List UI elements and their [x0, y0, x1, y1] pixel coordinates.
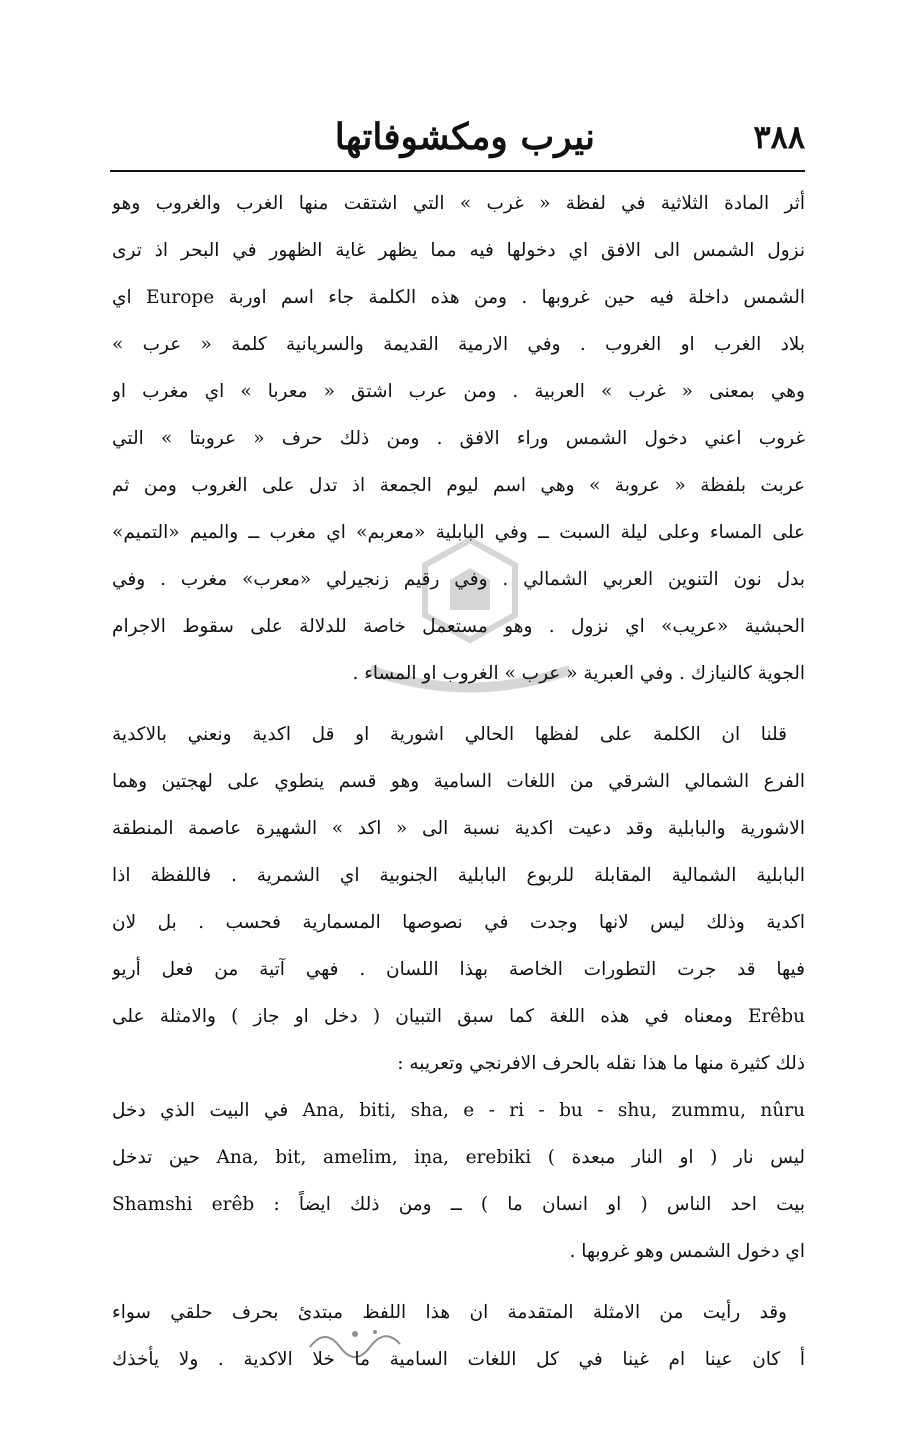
- header-rule: [110, 170, 805, 172]
- text-line: بيت احد الناس ( او انسان ما ) ــ ومن ذلك ايضاً : Shamshi erêb: [112, 1194, 805, 1215]
- page-number: ٣٨٨: [753, 118, 805, 156]
- stamp-mark: [300, 1322, 420, 1362]
- text-line: على المساء وعلى ليلة السبت ــ وفي البابلية «معربم» اي مغرب ــ والميم «التميم»: [112, 522, 805, 543]
- text-line: وقد رأيت من الامثلة المتقدمة ان هذا اللفظ مبتدئ بحرف حلقي سواء: [112, 1302, 787, 1323]
- page-header: [110, 112, 805, 168]
- text-line: الحبشية «عريب» اي نزول . وهو مستعمل خاصة للدلالة على سقوط الاجرام: [112, 616, 805, 637]
- paragraph-3: [112, 1289, 805, 1383]
- running-title: نيرب ومكشوفاتها: [334, 116, 595, 158]
- text-line: قلنا ان الكلمة على لفظها الحالي اشورية او قل اكدية ونعني بالاكدية: [112, 724, 787, 745]
- text-line: بلاد الغرب او الغروب . وفي الارمية القديمة والسريانية كلمة « عرب »: [112, 334, 805, 355]
- text-line: عربت بلفظة « عروبة » وهي اسم ليوم الجمعة اذ تدل على الغروب ومن ثم: [112, 475, 805, 496]
- text-line: الجوية كالنيازك . وفي العبرية « عرب » الغروب او المساء .: [352, 663, 805, 684]
- text-line: البابلية الشمالية المقابلة للربوع البابلية الجنوبية اي الشمرية . فاللفظة اذا: [112, 865, 805, 886]
- text-line: نزول الشمس الى الافق اي دخولها فيه مما يظهر غاية الظهور في البحر اذ ترى: [112, 240, 805, 261]
- text-line: وهي بمعنى « غرب » العربية . ومن عرب اشتق « معربا » اي مغرب او: [112, 381, 805, 402]
- paragraph-1: [112, 180, 805, 697]
- paragraph-2: [112, 711, 805, 1275]
- text-line: ليس نار ( او النار مبعدة ) Ana, bit, amelim, iṇa, erebiki حين تدخل: [112, 1147, 805, 1168]
- text-line: اي دخول الشمس وهو غروبها .: [569, 1241, 805, 1262]
- text-line: غروب اعني دخول الشمس وراء الافق . ومن ذلك حرف « عروبتا » التي: [112, 428, 805, 449]
- text-line: الشمس داخلة فيه حين غروبها . ومن هذه الكلمة جاء اسم اوربة Europe اي: [112, 287, 805, 308]
- body-text: [112, 180, 805, 1383]
- text-line: أ كان عينا ام غينا في كل اللغات السامية ما خلا الاكدية . ولا يأخذك: [112, 1349, 805, 1370]
- text-line: اكدية وذلك ليس لانها وجدت في نصوصها المسمارية فحسب . بل لان: [112, 912, 805, 933]
- text-line: أثر المادة الثلاثية في لفظة « غرب » التي اشتقت منها الغرب والغروب وهو: [112, 193, 805, 214]
- text-line: الفرع الشمالي الشرقي من اللغات السامية وهو قسم ينطوي على لهجتين وهما: [112, 771, 805, 792]
- text-line: Ana, biti, sha, e - ri - bu - shu, zummu, nûru في البيت الذي دخل: [112, 1100, 805, 1121]
- text-line: بدل نون التنوين العربي الشمالي . وفي رقيم زنجيرلي «معرب» مغرب . وفي: [112, 569, 805, 590]
- text-line: ذلك كثيرة منها ما هذا نقله بالحرف الافرنجي وتعريبه :: [397, 1053, 805, 1074]
- text-line: فيها قد جرت التطورات الخاصة بهذا اللسان . فهي آتية من فعل أريو: [112, 959, 805, 980]
- text-line: الاشورية والبابلية وقد دعيت اكدية نسبة الى « اكد » الشهيرة عاصمة المنطقة: [112, 818, 805, 839]
- text-line: Erêbu ومعناه في هذه اللغة كما سبق التبيان ( دخل او جاز ) والامثلة على: [112, 1006, 805, 1027]
